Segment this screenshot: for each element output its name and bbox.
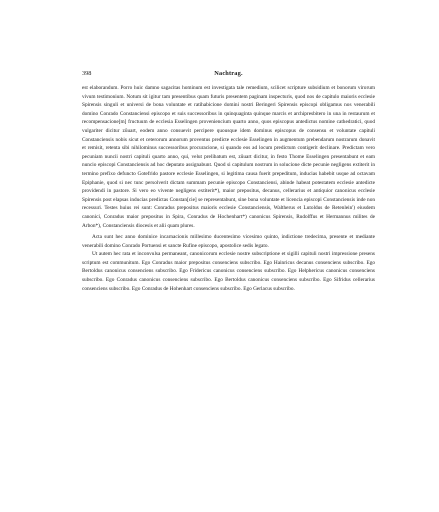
page-header (82, 70, 375, 80)
running-title: Nachtrag. (214, 70, 243, 77)
body-text (82, 84, 375, 293)
paragraph-dating: Acta sunt hec anno dominice incarnacionis millesimo ducentesimo vicesimo quinto, indictione tredecima, presente et mediante venerabili domino Conrado Portuensi et sancte Rufine episcopo, apostolice sedis legato. (82, 234, 375, 249)
paragraph-charter: est elaborandum. Porro huic damno sagacitas hominum est investigata tale remedium, scilicet scripture subsidium et bonorum virorum vivum testimonium. Notum sit igitur tam presentibus quam futuris presentem paginam inspecturis, quod nos de capitulo maioris ecclesie Spirensis singuli et universi de bona voluntate et ratihabicione domini nostri Beringeri Spirensis episcopi obligamus nos venerabili domino Conrado Constanciensi episcopo et suis successoribus in quinquaginta quinque marcis et archipresbitero in una in restaurum et recompensacione[m] fructuum de ecclesia Esselingen proveniencium quarto anno, quos episcopus antedictus nomine cathedratici, quod vulgariter dicitur zûuart, eodem anno consuevit percipere quousque idem dominus episcopus de consensu et voluntate capituli Constanciensis nobis sicut et ceterorum annorum proventus predicte ecclesie Esselingen in augmentum prebendarum nostrarum donavit et remisit, retenta sibi nihilominus successoribus procuracione, si quando eos ad locum predictum contigerit declinare. Predictam vero pecuniam nuncii nostri capituli quarto anno, qui, velut prelibatum est, zûuart dicitur, in festo Thome Esselingen presentabunt et eam nuncio episcopi Constanciensis ad hoc deputato assignabunt. Quod si capitulum nostrum in solucione dicte pecunie negligens extiterit in termino prefixo defuncto Gotefrido pastore ecclesie Esselingen, si legitima causa fuerit prepeditum, inducias habebit usque ad octavam Epiphanie, quod si nec tunc persolverit dictam summam pecunie episcopo Constanciensi, abinde habeat potestatem ecclesie antedicte providendi in pastore. Si vero eo vivente negligens extiterit*), maior prepositus, decanus, cellerarius et antiquior canonicus ecclesie Spirensis post elapsas inducias predictas Constan[cie] se representabunt, sine bona voluntate et licencia episcopi Constanciensis inde non recessuri. Testes huius rei sunt: Conradus prepositus maioris ecclesie Constanciensis, Waltherus et Lutoldus de Retenlein') eiusdem canonici, Conradus maior prepositus in Spira, Conradus de Hochenhart*) canonicus Spirensis, Rudolffus et Hermannus milites de Arbon*), Constanciensis diocesis et alii quam plures. (82, 85, 375, 229)
paragraph-subscriptions: Ut autem hec rata et inconvulsa permaneant, canonicorum ecclesie nostre subscriptione et sigilli capituli nostri impressione presens scriptum est communitum. Ego Conradus maior prepositus consenciens subscribo. Ego Hainricus decanus consenciens subscribo. Ego Bertoldus canonicus consenciens subscribo. Ego Fridericus canonicus consenciens subscribo. Ego Helphericus canonicus consenciens subscribo. Ego Conradus canonicus consenciens subscribo. Ego Bertoldus canonicus consenciens subscribo. Ego Sifridus cellerarius consenciens subscribo. Ego Conradus de Hohenhart consenciens subscribo. Ego Gerlacus subscribo. (82, 251, 375, 292)
page-number: 398 (82, 70, 92, 77)
